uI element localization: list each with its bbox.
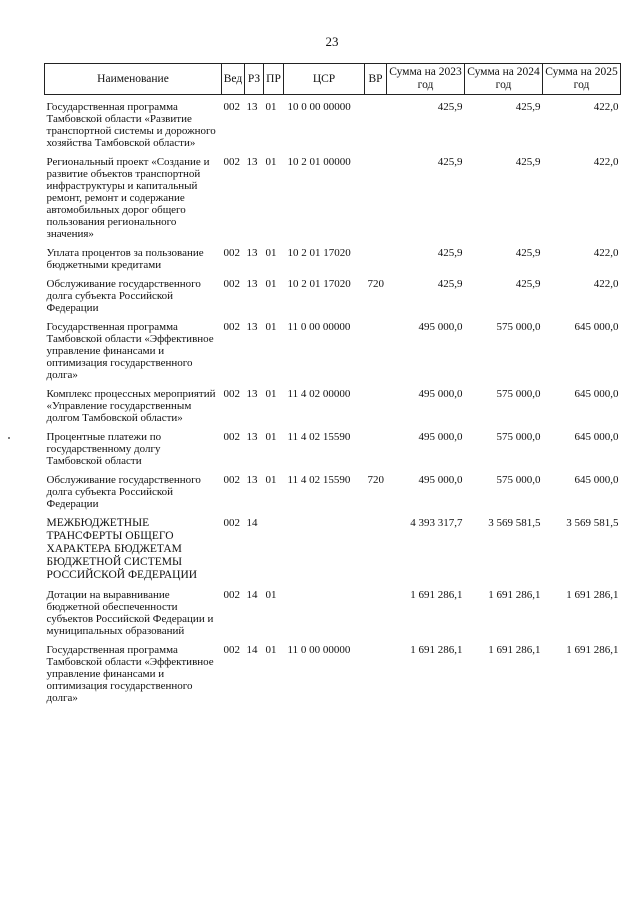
row-name: Государственная программа Тамбовской области «Эффективное управление финансами и оптимизация государственного долга» <box>46 321 214 381</box>
row-csr: 11 0 00 00000 <box>287 321 351 333</box>
header-ved: Вед <box>222 64 245 95</box>
row-pr: 01 <box>265 644 277 656</box>
row-vr: 720 <box>367 474 384 486</box>
row-csr: 11 0 00 00000 <box>287 644 351 656</box>
row-name: Региональный проект «Создание и развитие объектов транспортной инфраструктуры и капитальный ремонт, ремонт и содержание автомобильных дорог общего пользования регионального значения» <box>46 156 210 240</box>
row-sum-2024: 425,9 <box>515 156 541 168</box>
row-ved: 002 <box>223 644 240 656</box>
row-rz: 13 <box>246 101 258 113</box>
row-name: Государственная программа Тамбовской области «Развитие транспортной системы и дорожного хозяйства Тамбовской области» <box>46 101 216 149</box>
row-pr: 01 <box>265 156 277 168</box>
row-ved: 002 <box>223 321 240 333</box>
row-rz: 14 <box>246 517 258 529</box>
header-vr: ВР <box>365 64 387 95</box>
row-csr: 10 2 01 00000 <box>287 156 351 168</box>
table-row <box>45 429 621 472</box>
row-sum-2025: 3 569 581,5 <box>566 517 619 529</box>
row-pr: 01 <box>265 321 277 333</box>
row-pr: 01 <box>265 388 277 400</box>
row-vr <box>365 429 387 472</box>
header-sum-2023: Сумма на 2023 год <box>387 64 465 95</box>
table-row <box>45 95 621 155</box>
row-sum-2023: 495 000,0 <box>418 474 463 486</box>
row-csr <box>284 515 365 587</box>
row-sum-2024: 575 000,0 <box>496 474 541 486</box>
header-pr: ПР <box>264 64 284 95</box>
row-csr: 10 2 01 17020 <box>287 278 351 290</box>
row-vr <box>365 515 387 587</box>
row-pr: 01 <box>265 474 277 486</box>
row-sum-2025: 1 691 286,1 <box>566 644 619 656</box>
row-ved: 002 <box>223 589 240 601</box>
row-vr <box>365 386 387 429</box>
row-name: Государственная программа Тамбовской области «Эффективное управление финансами и оптимизация государственного долга» <box>46 644 214 704</box>
header-name: Наименование <box>45 64 222 95</box>
table-header-row <box>45 64 621 95</box>
row-sum-2023: 1 691 286,1 <box>410 644 463 656</box>
row-sum-2025: 645 000,0 <box>574 474 619 486</box>
table-row <box>45 154 621 245</box>
row-rz: 14 <box>246 644 258 656</box>
row-sum-2023: 425,9 <box>437 156 463 168</box>
row-ved: 002 <box>223 156 240 168</box>
row-sum-2025: 645 000,0 <box>574 431 619 443</box>
row-sum-2024: 575 000,0 <box>496 321 541 333</box>
row-sum-2023: 425,9 <box>437 101 463 113</box>
row-sum-2025: 1 691 286,1 <box>566 589 619 601</box>
row-sum-2025: 422,0 <box>593 278 619 290</box>
row-sum-2024: 3 569 581,5 <box>488 517 541 529</box>
row-sum-2024: 1 691 286,1 <box>488 589 541 601</box>
row-csr: 11 4 02 15590 <box>287 474 351 486</box>
row-rz: 13 <box>246 278 258 290</box>
row-sum-2025: 645 000,0 <box>574 388 619 400</box>
table-row <box>45 472 621 515</box>
row-sum-2025: 422,0 <box>593 247 619 259</box>
row-vr <box>365 154 387 245</box>
row-sum-2023: 495 000,0 <box>418 431 463 443</box>
row-sum-2025: 645 000,0 <box>574 321 619 333</box>
table-row <box>45 587 621 642</box>
row-ved: 002 <box>223 278 240 290</box>
row-ved: 002 <box>223 388 240 400</box>
row-name: Дотации на выравнивание бюджетной обеспеченности субъектов Российской Федерации и муниципальных образований <box>46 589 214 637</box>
row-csr: 10 2 01 17020 <box>287 247 351 259</box>
row-sum-2023: 425,9 <box>437 247 463 259</box>
row-sum-2023: 495 000,0 <box>418 321 463 333</box>
row-sum-2024: 1 691 286,1 <box>488 644 541 656</box>
scan-speck <box>8 437 10 439</box>
row-sum-2024: 575 000,0 <box>496 431 541 443</box>
row-sum-2023: 495 000,0 <box>418 388 463 400</box>
page-number: 23 <box>325 34 339 49</box>
row-csr: 11 4 02 00000 <box>287 388 351 400</box>
row-name: Процентные платежи по государственному долгу Тамбовской области <box>46 431 162 467</box>
row-pr: 01 <box>265 589 277 601</box>
row-rz: 13 <box>246 388 258 400</box>
header-rz: РЗ <box>245 64 264 95</box>
row-sum-2025: 422,0 <box>593 156 619 168</box>
row-name: Обслуживание государственного долга субъекта Российской Федерации <box>46 278 201 314</box>
header-sum-2024: Сумма на 2024 год <box>465 64 543 95</box>
row-pr: 01 <box>265 247 277 259</box>
row-csr: 11 4 02 15590 <box>287 431 351 443</box>
row-sum-2024: 425,9 <box>515 278 541 290</box>
row-rz: 13 <box>246 156 258 168</box>
row-sum-2023: 1 691 286,1 <box>410 589 463 601</box>
row-ved: 002 <box>223 474 240 486</box>
table-row <box>45 642 621 709</box>
row-sum-2023: 4 393 317,7 <box>410 517 463 529</box>
row-pr: 01 <box>265 431 277 443</box>
row-vr <box>365 95 387 155</box>
row-sum-2024: 425,9 <box>515 247 541 259</box>
row-vr <box>365 319 387 386</box>
row-ved: 002 <box>223 247 240 259</box>
table-row <box>45 319 621 386</box>
header-sum-2025: Сумма на 2025 год <box>543 64 621 95</box>
row-rz: 14 <box>246 589 258 601</box>
table-row <box>45 276 621 319</box>
row-name: Уплата процентов за пользование бюджетными кредитами <box>46 247 204 271</box>
row-ved: 002 <box>223 517 240 529</box>
row-rz: 13 <box>246 474 258 486</box>
table-row <box>45 245 621 276</box>
row-ved: 002 <box>223 431 240 443</box>
row-rz: 13 <box>246 431 258 443</box>
row-vr <box>365 245 387 276</box>
table-row <box>45 386 621 429</box>
row-name: МЕЖБЮДЖЕТНЫЕ ТРАНСФЕРТЫ ОБЩЕГО ХАРАКТЕРА БЮДЖЕТАМ БЮДЖЕТНОЙ СИСТЕМЫ РОССИЙСКОЙ ФЕДЕРАЦИИ <box>46 517 198 581</box>
row-sum-2023: 425,9 <box>437 278 463 290</box>
row-ved: 002 <box>223 101 240 113</box>
row-vr: 720 <box>367 278 384 290</box>
table-row <box>45 515 621 587</box>
row-vr <box>365 587 387 642</box>
row-sum-2024: 575 000,0 <box>496 388 541 400</box>
row-pr <box>264 515 284 587</box>
row-csr: 10 0 00 00000 <box>287 101 351 113</box>
header-csr: ЦСР <box>284 64 365 95</box>
row-rz: 13 <box>246 321 258 333</box>
row-pr: 01 <box>265 101 277 113</box>
budget-table <box>44 63 621 709</box>
row-name: Обслуживание государственного долга субъекта Российской Федерации <box>46 474 201 510</box>
row-sum-2025: 422,0 <box>593 101 619 113</box>
row-csr <box>284 587 365 642</box>
row-rz: 13 <box>246 247 258 259</box>
row-pr: 01 <box>265 278 277 290</box>
row-sum-2024: 425,9 <box>515 101 541 113</box>
row-vr <box>365 642 387 709</box>
row-name: Комплекс процессных мероприятий «Управление государственным долгом Тамбовской области» <box>46 388 216 424</box>
